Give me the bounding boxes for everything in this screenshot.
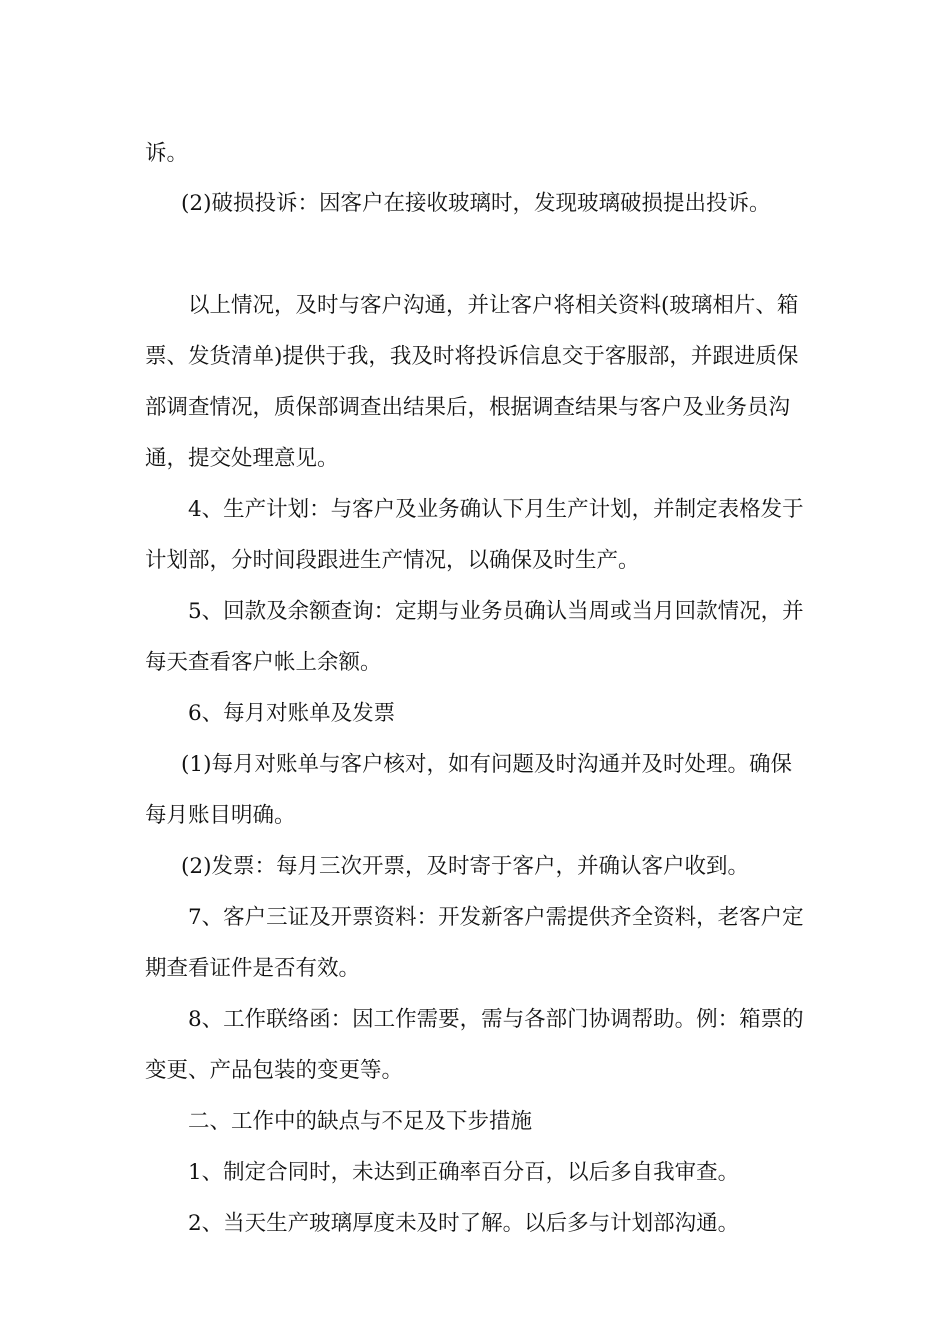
paragraph-handling-process: 以上情况，及时与客户沟通，并让客户将相关资料(玻璃相片、箱票、发货清单)提供于我，我及时将投诉信息交于客服部，并跟进质保部调查情况，质保部调查出结果后，根据调查结果与客户及业务员沟通，提交处理意见。 [145, 293, 799, 471]
section-heading-shortcomings: 二、工作中的缺点与不足及下步措施 [188, 1109, 533, 1134]
paragraph-invoice: (2)发票：每月三次开票，及时寄于客户，并确认客户收到。 [181, 854, 749, 879]
paragraph-payment-balance: 5、回款及余额查询：定期与业务员确认当周或当月回款情况，并每天查看客户帐上余额。 [145, 599, 804, 675]
paragraph-contract-accuracy: 1、制定合同时，未达到正确率百分百，以后多自我审查。 [188, 1160, 740, 1185]
paragraph-continuation: 诉。 [145, 141, 189, 166]
paragraph-client-documents: 7、客户三证及开票资料：开发新客户需提供齐全资料，老客户定期查看证件是否有效。 [145, 905, 804, 981]
paragraph-production-plan: 4、生产计划：与客户及业务确认下月生产计划，并制定表格发于计划部，分时间段跟进生产情况，以确保及时生产。 [145, 497, 804, 573]
paragraph-monthly-statement: 6、每月对账单及发票 [188, 701, 396, 726]
paragraph-statement-check: (1)每月对账单与客户核对，如有问题及时沟通并及时处理。确保每月账目明确。 [145, 752, 792, 828]
paragraph-damage-complaint: (2)破损投诉：因客户在接收玻璃时，发现玻璃破损提出投诉。 [181, 191, 771, 216]
paragraph-work-liaison: 8、工作联络函：因工作需要，需与各部门协调帮助。例：箱票的变更、产品包装的变更等。 [145, 1007, 804, 1083]
paragraph-glass-thickness: 2、当天生产玻璃厚度未及时了解。以后多与计划部沟通。 [188, 1211, 740, 1236]
